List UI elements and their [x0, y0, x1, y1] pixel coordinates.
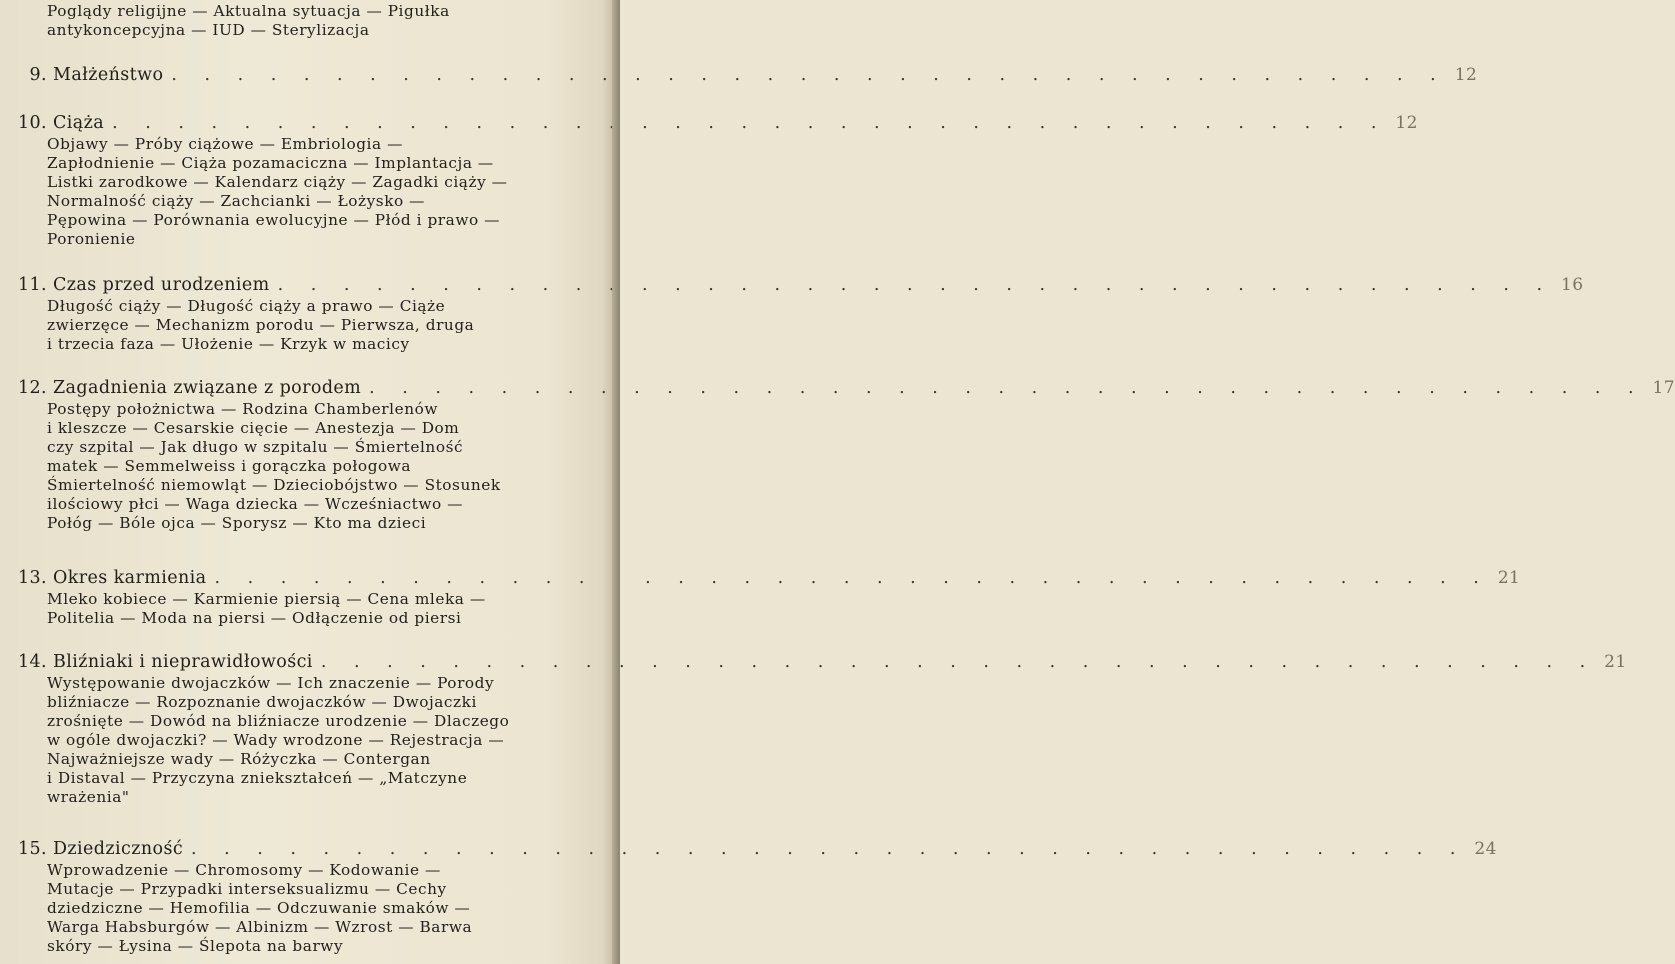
chapter-number: 13.: [17, 568, 47, 588]
description-line: w ogóle dwojaczki? — Wady wrodzone — Rejestracja —: [47, 731, 505, 749]
description-line: Zapłodnienie — Ciąża pozamaciczna — Implantacja —: [47, 154, 494, 172]
page-number: 24: [1474, 839, 1497, 859]
toc-entry-14: [14, 650, 1627, 807]
chapter-number: 10.: [17, 113, 47, 133]
description-line: dziedziczne — Hemofilia — Odczuwanie smaków —: [47, 899, 471, 917]
toc-entry-heading: [14, 111, 1418, 135]
page-number: 21: [1604, 652, 1627, 672]
description-line: i Distaval — Przyczyna zniekształceń — „Matczyne: [47, 769, 468, 787]
description-line: Najważniejsze wady — Różyczka — Contergan: [47, 750, 431, 768]
description-line: i trzecia faza — Ułożenie — Krzyk w macicy: [47, 335, 410, 353]
description-line: Objawy — Próby ciążowe — Embriologia —: [47, 135, 403, 153]
page-number: 12: [1454, 65, 1478, 85]
toc-entry-heading: [14, 837, 1497, 861]
toc-entry-15: [14, 837, 1497, 956]
toc-entry-heading: [14, 376, 1675, 400]
description-line: zrośnięte — Dowód na bliźniacze urodzenie — Dlaczego: [47, 712, 510, 730]
page-number: 21: [1497, 568, 1521, 588]
dot-leader: [278, 273, 1553, 297]
dot-leader: [321, 650, 1596, 674]
toc-entry-heading: [14, 63, 1478, 87]
description-line: Listki zarodkowe — Kalendarz ciąży — Zagadki ciąży —: [47, 173, 508, 191]
toc-entry-11: [14, 273, 1584, 354]
chapter-number: 9.: [29, 65, 47, 85]
chapter-number: 11.: [17, 275, 47, 295]
description-line: ilościowy płci — Waga dziecka — Wcześniactwo —: [47, 495, 463, 513]
chapter-description: [14, 297, 620, 354]
description-line: Śmiertelność niemowląt — Dzieciobójstwo — Stosunek: [47, 476, 501, 494]
page-number: 12: [1395, 113, 1418, 133]
chapter-title: Okres karmienia: [53, 568, 207, 588]
book-spine-shadow: [612, 0, 620, 964]
chapter-title: Bliźniaki i nieprawidłowości: [53, 652, 313, 672]
chapter-description: [14, 135, 620, 249]
description-line: czy szpital — Jak długo w szpitalu — Śmiertelność: [47, 438, 464, 456]
chapter-title: Małżeństwo: [53, 65, 164, 85]
continued-chapter-description: [47, 2, 450, 40]
toc-entry-10: [14, 111, 1418, 249]
dot-leader: [171, 63, 1446, 87]
toc-entry-13: [14, 566, 1521, 628]
description-line: Długość ciąży — Długość ciąży a prawo — Ciąże: [47, 297, 446, 315]
description-line: Warga Habsburgów — Albinizm — Wzrost — Barwa: [47, 918, 473, 936]
chapter-number: 12.: [17, 378, 47, 398]
chapter-description: [14, 400, 620, 533]
chapter-description: [14, 590, 620, 628]
description-line: Normalność ciąży — Zachcianki — Łożysko —: [47, 192, 426, 210]
chapter-title: Zagadnienia związane z porodem: [53, 378, 362, 398]
chapter-description: [14, 674, 620, 807]
description-line: Wprowadzenie — Chromosomy — Kodowanie —: [47, 861, 441, 879]
chapter-title: Czas przed urodzeniem: [53, 275, 270, 295]
description-line: Poglądy religijne — Aktualna sytuacja — Pigułka: [47, 2, 450, 20]
chapter-title: Ciąża: [53, 113, 105, 133]
description-line: zwierzęce — Mechanizm porodu — Pierwsza, druga: [47, 316, 475, 334]
chapter-number: 14.: [17, 652, 47, 672]
chapter-number: 15.: [17, 839, 47, 859]
description-line: Poronienie: [47, 230, 136, 248]
toc-entry-9: [14, 63, 1478, 87]
description-line: i kleszcze — Cesarskie cięcie — Anestezja — Dom: [47, 419, 460, 437]
dot-leader: [214, 566, 1489, 590]
page-number: 17: [1652, 378, 1675, 398]
dot-leader: [191, 837, 1466, 861]
description-line: skóry — Łysina — Ślepota na barwy: [47, 937, 344, 955]
dot-leader: [112, 111, 1387, 135]
description-line: bliźniacze — Rozpoznanie dwojaczków — Dwojaczki: [47, 693, 477, 711]
description-line: Występowanie dwojaczków — Ich znaczenie — Porody: [47, 674, 495, 692]
description-line: Pępowina — Porównania ewolucyjne — Płód i prawo —: [47, 211, 501, 229]
description-line: Mleko kobiece — Karmienie piersią — Cena mleka —: [47, 590, 486, 608]
description-line: Politelia — Moda na piersi — Odłączenie od piersi: [47, 609, 462, 627]
description-line: wrażenia": [47, 788, 130, 806]
toc-entry-heading: [14, 566, 1521, 590]
description-line: Postępy położnictwa — Rodzina Chamberlenów: [47, 400, 438, 418]
description-line: Połóg — Bóle ojca — Sporysz — Kto ma dzieci: [47, 514, 427, 532]
description-line: Mutacje — Przypadki interseksualizmu — Cechy: [47, 880, 447, 898]
chapter-description: [14, 861, 620, 956]
dot-leader: [369, 376, 1644, 400]
description-line: antykoncepcyjna — IUD — Sterylizacja: [47, 21, 370, 39]
toc-entry-heading: [14, 273, 1584, 297]
page-number: 16: [1561, 275, 1584, 295]
chapter-title: Dziedziczność: [53, 839, 184, 859]
description-line: matek — Semmelweiss i gorączka połogowa: [47, 457, 412, 475]
toc-entry-12: [14, 376, 1675, 533]
toc-entry-heading: [14, 650, 1627, 674]
